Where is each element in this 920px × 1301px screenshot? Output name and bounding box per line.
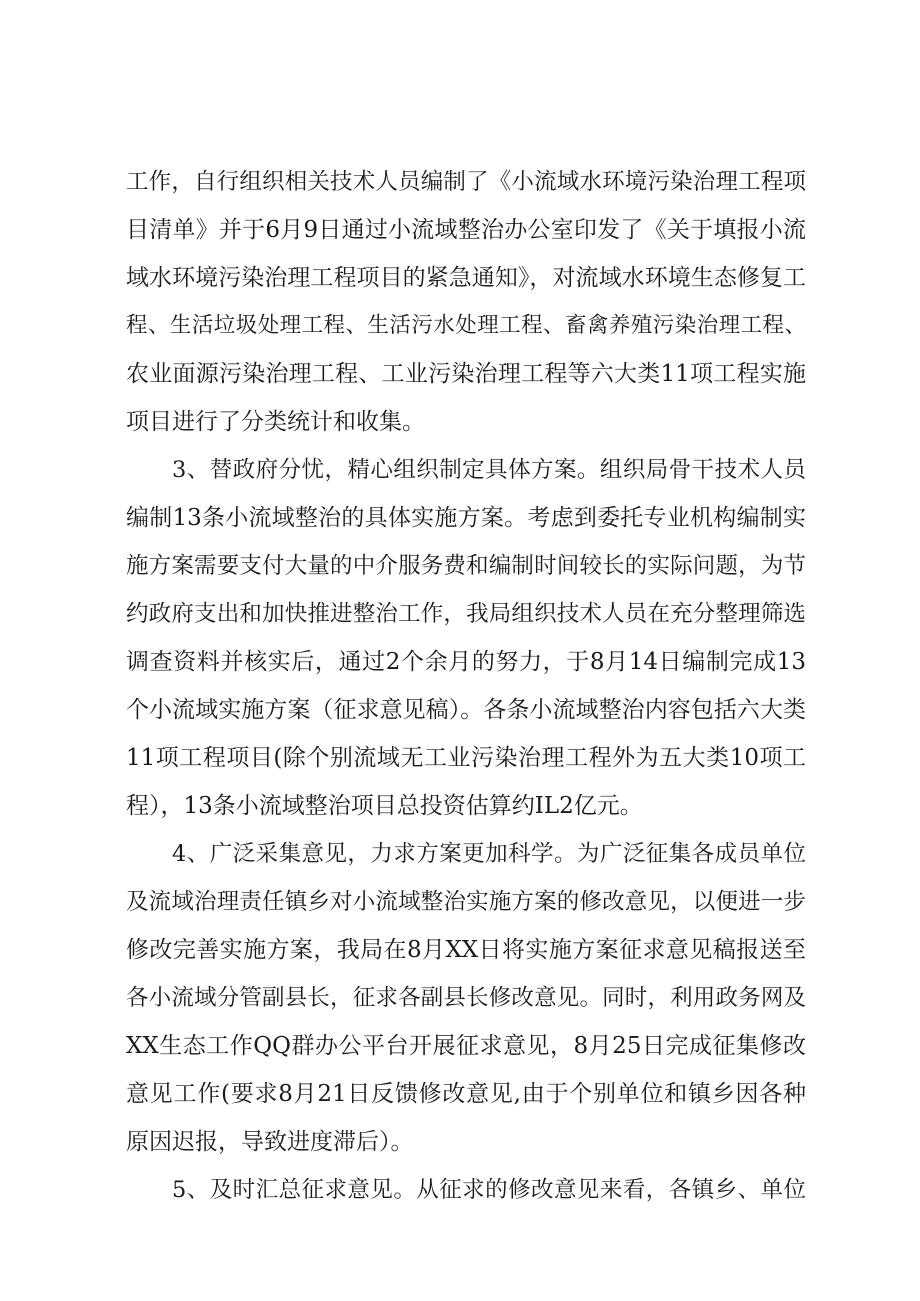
text-line: 约政府支出和加快推进整治工作，我局组织技术人员在充分整理筛选 [126,601,806,627]
text-line: 程），13条小流域整治项目总投资估算约IL2亿元。 [126,793,643,819]
text-line: 域水环境污染治理工程项目的紧急通知》，对流域水环境生态修复工 [126,265,806,291]
text-line: XX生态工作QQ群办公平台开展征求意见，8月25日完成征集修改 [126,1033,806,1059]
text-line: 意见工作(要求8月21日反馈修改意见,由于个别单位和镇乡因各种 [126,1081,806,1107]
text-line: 个小流域实施方案（征求意见稿）。各条小流域整治内容包括六大类 [126,697,806,723]
paragraph-heading-3: 3、替政府分忧，精心组织制定具体方案。组织局骨干技术人员 [172,457,806,483]
text-line: 各小流域分管副县长，征求各副县长修改意见。同时，利用政务网及 [126,985,806,1011]
text-line: 及流域治理责任镇乡对小流域整治实施方案的修改意见，以便进一步 [126,889,806,915]
text-line: 项目进行了分类统计和收集。 [126,409,425,435]
paragraph-heading-5: 5、及时汇总征求意见。从征求的修改意见来看，各镇乡、单位 [172,1177,806,1203]
text-line: 编制13条小流域整治的具体实施方案。考虑到委托专业机构编制实 [126,505,806,531]
text-line: 原因迟报，导致进度滞后）。 [126,1129,414,1155]
text-line: 工作，自行组织相关技术人员编制了《小流域水环境污染治理工程项 [126,169,806,195]
text-line: 施方案需要支付大量的中介服务费和编制时间较长的实际问题，为节 [126,553,806,579]
text-line: 目清单》并于6月9日通过小流域整治办公室印发了《关于填报小流 [126,217,806,243]
text-line: 调查资料并核实后，通过2个余月的努力，于8月14日编制完成13 [126,649,806,675]
text-line: 11项工程项目(除个别流域无工业污染治理工程外为五大类10项工 [126,745,806,771]
text-line: 农业面源污染治理工程、工业污染治理工程等六大类11项工程实施 [126,361,806,387]
text-line: 程、生活垃圾处理工程、生活污水处理工程、畜禽养殖污染治理工程、 [126,313,806,338]
text-line: 修改完善实施方案，我局在8月XX日将实施方案征求意见稿报送至 [126,937,806,963]
paragraph-heading-4: 4、广泛采集意见，力求方案更加科学。为广泛征集各成员单位 [172,841,806,867]
